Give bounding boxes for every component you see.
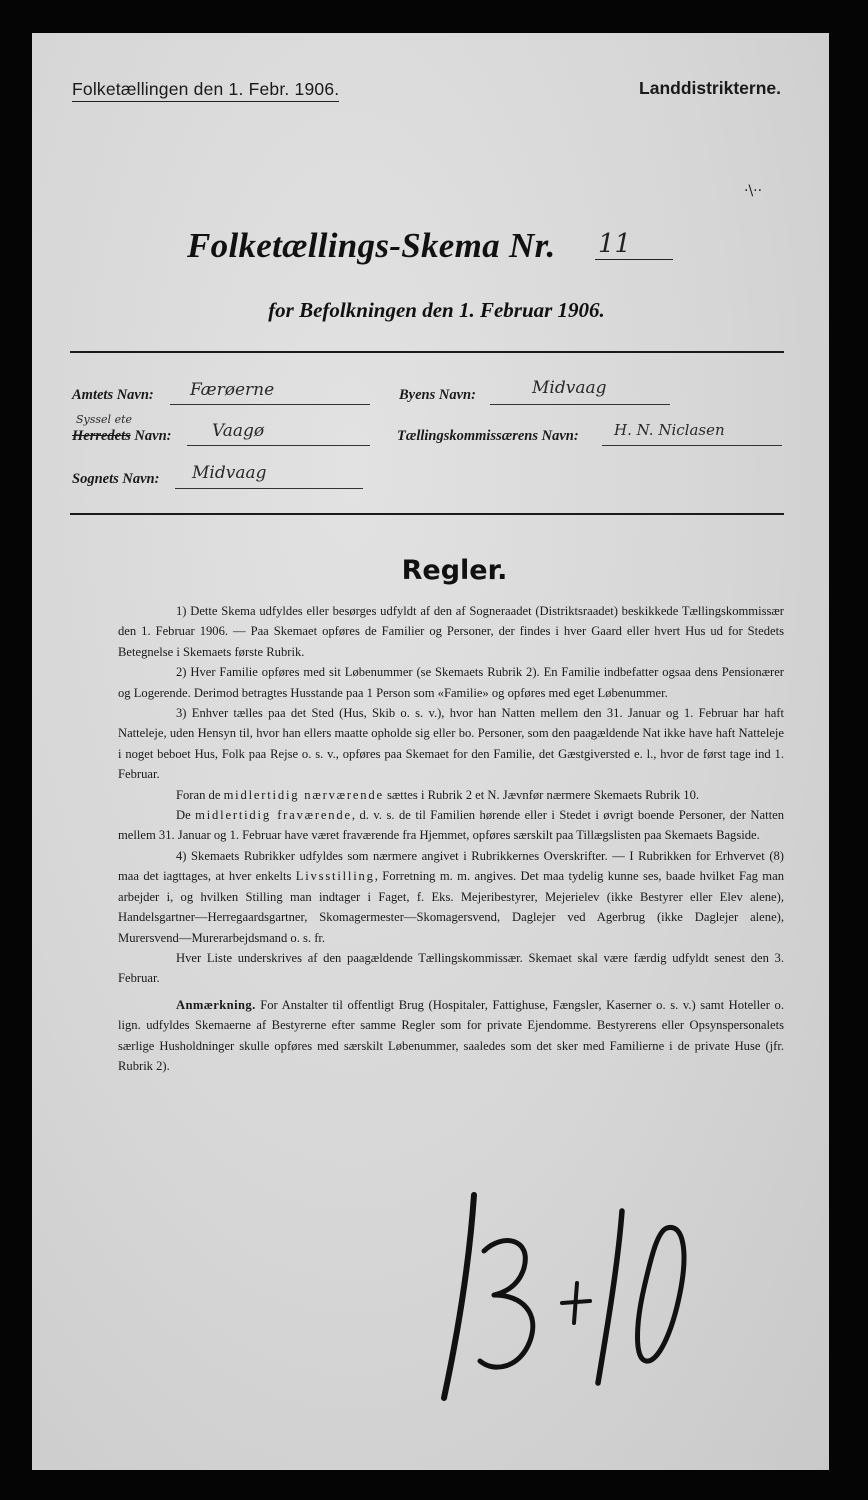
rule-3-present: Foran de midlertidig nærværende sættes i Rubrik 2 et N. Jævnfør nærmere Skemaets Rubrik 10.: [176, 787, 700, 802]
bottom-rule: [70, 513, 784, 515]
byens-line: [490, 404, 670, 405]
kommissaer-value: H. N. Niclasen: [614, 421, 725, 439]
regler-heading: Regler.: [401, 555, 508, 586]
byens-value: Midvaag: [532, 378, 607, 398]
rule-signature: Hver Liste underskrives af den paagældende Tællingskommissær. Skemaet skal være færdig udfyldt senest den 3. Februar.: [118, 950, 784, 986]
amt-label: Amtets Navn:: [72, 387, 154, 403]
form-number: 11: [595, 229, 673, 260]
rule-3: 3) Enhver tælles paa det Sted (Hus, Skib o. s. v.), hvor han Natten mellem den 31. Januar og 1. Februar har haft Natteleje, uden Hensyn til, hvor han ellers maatte opholde sig eller bo. Personer, som den paagældende Nat ikke have haft Natteleje i noget beboet Hus, Folk paa Rejse o. s. v., opføres paa Skemaet for den Familie, det Gæstgiversted e. l., hvor de først tage ind 1. Februar.: [118, 706, 784, 782]
herred-handwritten-prefix: Syssel ete: [76, 413, 133, 426]
kommissaer-line: [602, 445, 782, 446]
top-rule: [70, 351, 784, 353]
form-title: Folketællings-Skema Nr.: [187, 226, 556, 265]
sogn-label: Sognets Navn:: [72, 471, 160, 487]
form-subtitle: for Befolkningen den 1. Februar 1906.: [268, 298, 605, 322]
sogn-value: Midvaag: [192, 463, 267, 483]
byens-label: Byens Navn:: [399, 387, 476, 403]
census-form-page: [32, 33, 829, 1470]
rule-4: 4) Skemaets Rubrikker udfyldes som nærmere angivet i Rubrikkernes Overskrifter. — I Rubrikken for Erhvervet (8) maa det iagttages, at hver enkelts Livsstilling, Forretning m. m. angives. Det maa tydelig kunne ses, baade hvilket Fag man arbejder i, og hvilken Stilling man indtager i Faget, f. Eks. Mejeribestyrer, Mejerielev (ikke Bestyrer eller Elev alene), Handelsgartner—Herregaardsgartner, Skomagermester—Skomagersvend, Daglejer ved Agerbrug (ikke Daglejer alene), Murersvend—Murerarbejdsmand o. s. fr.: [118, 848, 784, 945]
rule-2: 2) Hver Familie opføres med sit Løbenummer (se Skemaets Rubrik 2). En Familie indbefatter ogsaa dens Pensionærer og Logerende. Derimod betragtes Husstande paa 1 Person som «Familie» og opføres med eget Løbenummer.: [118, 665, 784, 700]
corner-marks: ·\··: [744, 183, 763, 199]
herred-label: [72, 428, 171, 445]
rule-3-absent: De midlertidig fraværende, d. v. s. de til Familien hørende eller i Stedet i øvrigt boende Personer, der Natten mellem 31. Januar og 1. Februar have været fraværende fra Hjemmet, opføres særskilt paa Tillægslisten paa Skemaets Bagside.: [118, 808, 784, 843]
amt-value: Færøerne: [190, 380, 275, 400]
header-census-date: Folketællingen den 1. Febr. 1906.: [72, 79, 339, 102]
herred-value: Vaagø: [212, 421, 265, 441]
kommissaer-label: Tællingskommissærens Navn:: [397, 428, 579, 444]
herred-line: [187, 445, 370, 446]
herred-label-rest: Navn:: [130, 428, 172, 444]
handwritten-total: [422, 1183, 722, 1413]
sogn-line: [175, 488, 363, 489]
rules-text: [118, 601, 784, 1076]
header-district-type: Landdistrikterne.: [639, 78, 781, 98]
rule-1: 1) Dette Skema udfyldes eller besørges udfyldt af den af Sogneraadet (Distriktsraadet) beskikkede Tællingskommissær den 1. Februar 1906. — Paa Skemaet opføres de Familier og Personer, der findes i hver Gaard eller hvert Hus ud for Stedets Betegnelse i Skemaets første Rubrik.: [118, 604, 784, 659]
amt-line: [170, 404, 370, 405]
rule-annotation: Anmærkning. For Anstalter til offentligt Brug (Hospitaler, Fattighuse, Fængsler, Kaserner o. s. v.) samt Hoteller o. lign. udfyldes Skemaerne af Bestyrerne efter samme Regler som for private Ejendomme. Bestyrerens eller Opsynspersonalets særlige Husholdninger skulle opføres med særskilt Løbenummer, saaledes som det sker med Familierne i de private Huse (jfr. Rubrik 2).: [118, 997, 784, 1073]
herred-label-struck: Herredets: [72, 428, 131, 444]
